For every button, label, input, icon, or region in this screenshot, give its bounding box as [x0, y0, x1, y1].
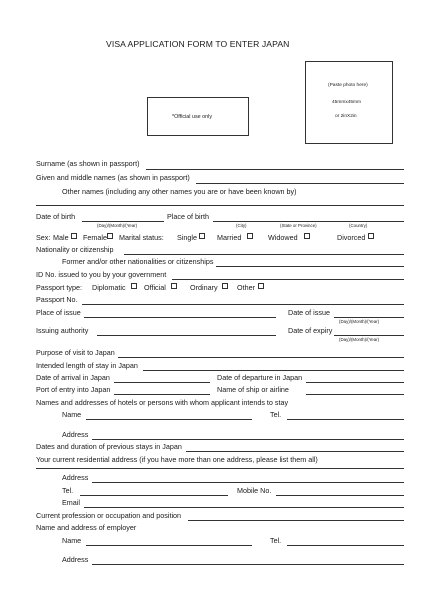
departure-label: Date of departure in Japan: [217, 373, 303, 382]
arrival-label: Date of arrival in Japan: [36, 373, 110, 382]
single-checkbox[interactable]: [199, 233, 205, 239]
res-mobile-field[interactable]: [276, 495, 404, 496]
emp-name-label: Name: [62, 536, 82, 545]
diplomatic-label: Diplomatic: [92, 283, 126, 292]
official-checkbox[interactable]: [171, 283, 177, 289]
hotel-address-field[interactable]: [92, 439, 404, 440]
place-of-issue-field[interactable]: [84, 317, 276, 318]
form-title: VISA APPLICATION FORM TO ENTER JAPAN: [106, 39, 290, 49]
country-hint: (Country): [349, 223, 368, 228]
expiry-date-hint: (Day)/(Month)/(Year): [339, 337, 380, 342]
emp-tel-field[interactable]: [287, 545, 404, 546]
emp-name-field[interactable]: [86, 545, 252, 546]
ordinary-checkbox[interactable]: [222, 283, 228, 289]
official-use-box: [147, 97, 249, 136]
given-names-field[interactable]: [196, 183, 404, 184]
length-of-stay-field[interactable]: [143, 370, 404, 371]
photo-box: [305, 61, 393, 144]
widowed-label: Widowed: [268, 233, 298, 242]
passport-no-field[interactable]: [82, 304, 404, 305]
sex-label: Sex:: [36, 233, 51, 242]
surname-field[interactable]: [146, 169, 404, 170]
date-of-issue-field[interactable]: [334, 317, 404, 318]
female-label: Female: [83, 233, 107, 242]
other-names-label: Other names (including any other names you are or have been known by): [62, 187, 297, 196]
male-checkbox[interactable]: [71, 233, 77, 239]
length-of-stay-label: Intended length of stay in Japan: [36, 361, 138, 370]
profession-label: Current profession or occupation and position: [36, 511, 182, 520]
res-email-label: Email: [62, 498, 80, 507]
date-of-issue-label: Date of issue: [288, 308, 330, 317]
date-of-expiry-label: Date of expiry: [288, 326, 333, 335]
hotel-address-label: Address: [62, 430, 89, 439]
res-address-label: Address: [62, 473, 89, 482]
res-email-field[interactable]: [84, 507, 404, 508]
photo-instruction: (Paste photo here): [328, 83, 368, 88]
surname-label: Surname (as shown in passport): [36, 159, 140, 168]
port-of-entry-field[interactable]: [114, 394, 210, 395]
date-of-expiry-field[interactable]: [334, 335, 404, 336]
divorced-label: Divorced: [337, 233, 366, 242]
departure-field[interactable]: [306, 382, 404, 383]
hotel-name-label: Name: [62, 410, 82, 419]
nationality-field[interactable]: [124, 254, 404, 255]
divorced-checkbox[interactable]: [368, 233, 374, 239]
id-no-label: ID No. issued to you by your government: [36, 270, 167, 279]
id-no-field[interactable]: [172, 279, 404, 280]
official-use-label: *Official use only: [172, 114, 213, 120]
passport-no-label: Passport No.: [36, 295, 78, 304]
emp-address-label: Address: [62, 555, 89, 564]
port-of-entry-label: Port of entry into Japan: [36, 385, 111, 394]
res-mobile-label: Mobile No.: [237, 486, 272, 495]
res-address-field[interactable]: [92, 482, 404, 483]
hotel-name-field[interactable]: [86, 419, 252, 420]
issuing-authority-field[interactable]: [97, 335, 276, 336]
single-label: Single: [177, 233, 197, 242]
residential-address-line[interactable]: [36, 468, 404, 469]
given-names-label: Given and middle names (as shown in passport): [36, 173, 190, 182]
purpose-field[interactable]: [118, 357, 404, 358]
profession-field[interactable]: [188, 520, 404, 521]
ordinary-label: Ordinary: [190, 283, 218, 292]
photo-size-mm: 45mmx45mm: [332, 100, 362, 105]
male-label: Male: [53, 233, 69, 242]
hotel-tel-label: Tel.: [270, 410, 282, 419]
diplomatic-checkbox[interactable]: [131, 283, 137, 289]
arrival-field[interactable]: [114, 382, 210, 383]
place-of-issue-label: Place of issue: [36, 308, 81, 317]
other-names-field[interactable]: [36, 205, 404, 206]
former-nationalities-field[interactable]: [216, 266, 404, 267]
dob-format-hint: (Day)/(Month)/(Year): [97, 223, 138, 228]
dob-field[interactable]: [82, 221, 164, 222]
state-hint: (State or Province): [280, 223, 317, 228]
other-checkbox[interactable]: [258, 283, 264, 289]
issuing-authority-label: Issuing authority: [36, 326, 89, 335]
residential-address-header: Your current residential address (if you have more than one address, please list them all): [36, 455, 318, 464]
marital-status-label: Marital status:: [119, 233, 164, 242]
widowed-checkbox[interactable]: [304, 233, 310, 239]
employer-label: Name and address of employer: [36, 523, 137, 532]
city-hint: (City): [236, 223, 247, 228]
other-label: Other: [237, 283, 255, 292]
nationality-label: Nationality or citizenship: [36, 245, 114, 254]
ship-airline-label: Name of ship or airline: [217, 385, 289, 394]
married-label: Married: [217, 233, 242, 242]
hotel-tel-field[interactable]: [287, 419, 404, 420]
photo-size-in: or 2inX2in: [335, 114, 357, 119]
dob-label: Date of birth: [36, 212, 76, 221]
ship-airline-field[interactable]: [306, 394, 404, 395]
hotels-header: Names and addresses of hotels or persons with whom applicant intends to stay: [36, 398, 289, 407]
pob-label: Place of birth: [167, 212, 209, 221]
res-tel-label: Tel.: [62, 486, 74, 495]
married-checkbox[interactable]: [247, 233, 253, 239]
official-label: Official: [144, 283, 166, 292]
emp-tel-label: Tel.: [270, 536, 282, 545]
issue-date-hint: (Day)/(Month)/(Year): [339, 319, 380, 324]
passport-type-label: Passport type:: [36, 283, 82, 292]
purpose-label: Purpose of visit to Japan: [36, 348, 115, 357]
emp-address-field[interactable]: [92, 564, 404, 565]
former-nationalities-label: Former and/or other nationalities or citizenships: [62, 257, 214, 266]
pob-field[interactable]: [213, 221, 404, 222]
previous-stays-field[interactable]: [186, 451, 404, 452]
female-checkbox[interactable]: [107, 233, 113, 239]
res-tel-field[interactable]: [80, 495, 228, 496]
previous-stays-label: Dates and duration of previous stays in Japan: [36, 442, 182, 451]
